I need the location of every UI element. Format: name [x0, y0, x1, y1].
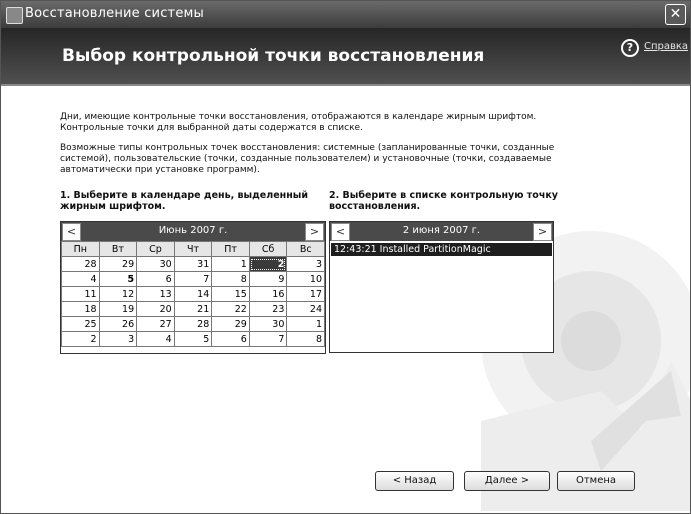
calendar-day[interactable]: 2: [62, 332, 100, 347]
calendar-header: [61, 222, 325, 241]
intro-text-3: Возможные типы контрольных точек восстановления: системные (запланированные точки, созданные: [60, 143, 555, 153]
list-date: 2 июня 2007 г.: [402, 225, 481, 236]
help-icon[interactable]: ?: [621, 39, 639, 57]
calendar-day[interactable]: 30: [137, 257, 175, 272]
restore-point-list: [329, 221, 554, 353]
list-item[interactable]: 12:43:21 Installed PartitionMagic: [331, 243, 552, 256]
next-button[interactable]: Далее >: [464, 471, 550, 491]
calendar-day[interactable]: 1: [287, 317, 325, 332]
step2-line2: восстановления.: [329, 201, 421, 212]
calendar-day[interactable]: 13: [137, 287, 175, 302]
calendar-day[interactable]: 18: [62, 302, 100, 317]
cancel-button[interactable]: Отмена: [557, 471, 635, 491]
calendar-next-button[interactable]: >: [305, 223, 324, 241]
calendar-day[interactable]: 31: [174, 257, 212, 272]
calendar-day[interactable]: 29: [212, 317, 250, 332]
calendar-day[interactable]: 6: [137, 272, 175, 287]
window-title: Восстановление системы: [25, 6, 204, 21]
calendar-day[interactable]: 12: [99, 287, 137, 302]
close-button[interactable]: [665, 4, 686, 25]
calendar-day[interactable]: 24: [287, 302, 325, 317]
calendar-day[interactable]: 7: [174, 272, 212, 287]
step1-label: [60, 190, 308, 212]
list-prev-button[interactable]: <: [331, 223, 350, 241]
close-icon: ✕: [669, 6, 682, 22]
weekday-header: Сб: [249, 242, 287, 257]
calendar-day[interactable]: 3: [99, 332, 137, 347]
calendar: [60, 221, 326, 354]
calendar-day[interactable]: 29: [99, 257, 137, 272]
list-next-button[interactable]: >: [533, 223, 552, 241]
calendar-day[interactable]: 28: [174, 317, 212, 332]
calendar-day[interactable]: 9: [249, 272, 287, 287]
step2-label: [329, 190, 558, 212]
system-restore-icon: [6, 7, 23, 24]
weekday-header: Пн: [62, 242, 100, 257]
calendar-day[interactable]: 5: [99, 272, 137, 287]
calendar-month: Июнь 2007 г.: [158, 225, 228, 236]
intro-text-5: автоматически при установке программ).: [60, 165, 260, 175]
calendar-grid: [61, 241, 325, 347]
page-title: Выбор контрольной точки восстановления: [62, 46, 485, 66]
step2-line1: 2. Выберите в списке контрольную точку: [329, 190, 558, 201]
step1-line1: 1. Выберите в календаре день, выделенный: [60, 190, 309, 201]
calendar-day[interactable]: 1: [212, 257, 250, 272]
calendar-day[interactable]: 15: [212, 287, 250, 302]
weekday-header: Чт: [174, 242, 212, 257]
calendar-day[interactable]: 22: [212, 302, 250, 317]
calendar-day[interactable]: 3: [287, 257, 325, 272]
list-header: [330, 222, 553, 241]
calendar-day[interactable]: 7: [249, 332, 287, 347]
weekday-header: Пт: [212, 242, 250, 257]
calendar-day[interactable]: 4: [62, 272, 100, 287]
calendar-day[interactable]: 6: [212, 332, 250, 347]
calendar-day[interactable]: 17: [287, 287, 325, 302]
step1-line2: жирным шрифтом.: [60, 201, 166, 212]
calendar-day[interactable]: 8: [287, 332, 325, 347]
calendar-day[interactable]: 27: [137, 317, 175, 332]
calendar-day[interactable]: 20: [137, 302, 175, 317]
calendar-day[interactable]: 5: [174, 332, 212, 347]
intro-text-1: Дни, имеющие контрольные точки восстановления, отображаются в календаре жирным шрифтом.: [60, 112, 537, 122]
calendar-day[interactable]: 2: [249, 257, 287, 272]
calendar-day[interactable]: 25: [62, 317, 100, 332]
calendar-day[interactable]: 11: [62, 287, 100, 302]
title-bar: [1, 1, 690, 28]
weekday-header: Вт: [99, 242, 137, 257]
weekday-header: Ср: [137, 242, 175, 257]
calendar-day[interactable]: 19: [99, 302, 137, 317]
calendar-day[interactable]: 26: [99, 317, 137, 332]
calendar-day[interactable]: 21: [174, 302, 212, 317]
weekday-header: Вс: [287, 242, 325, 257]
back-button[interactable]: < Назад: [375, 471, 454, 491]
header-divider: [1, 84, 690, 86]
header-banner: [1, 28, 690, 84]
calendar-day[interactable]: 30: [249, 317, 287, 332]
calendar-day[interactable]: 10: [287, 272, 325, 287]
calendar-day[interactable]: 23: [249, 302, 287, 317]
help-link[interactable]: Справка: [644, 41, 689, 52]
calendar-prev-button[interactable]: <: [62, 223, 81, 241]
calendar-day[interactable]: 28: [62, 257, 100, 272]
calendar-day[interactable]: 14: [174, 287, 212, 302]
calendar-day[interactable]: 8: [212, 272, 250, 287]
calendar-day[interactable]: 16: [249, 287, 287, 302]
calendar-day[interactable]: 4: [137, 332, 175, 347]
intro-text-2: Контрольные точки для выбранной даты содержатся в списке.: [60, 123, 363, 133]
intro-text-4: системой), пользовательские (точки, созданные пользователем) и установочные (точки, создаваемые: [60, 154, 552, 164]
